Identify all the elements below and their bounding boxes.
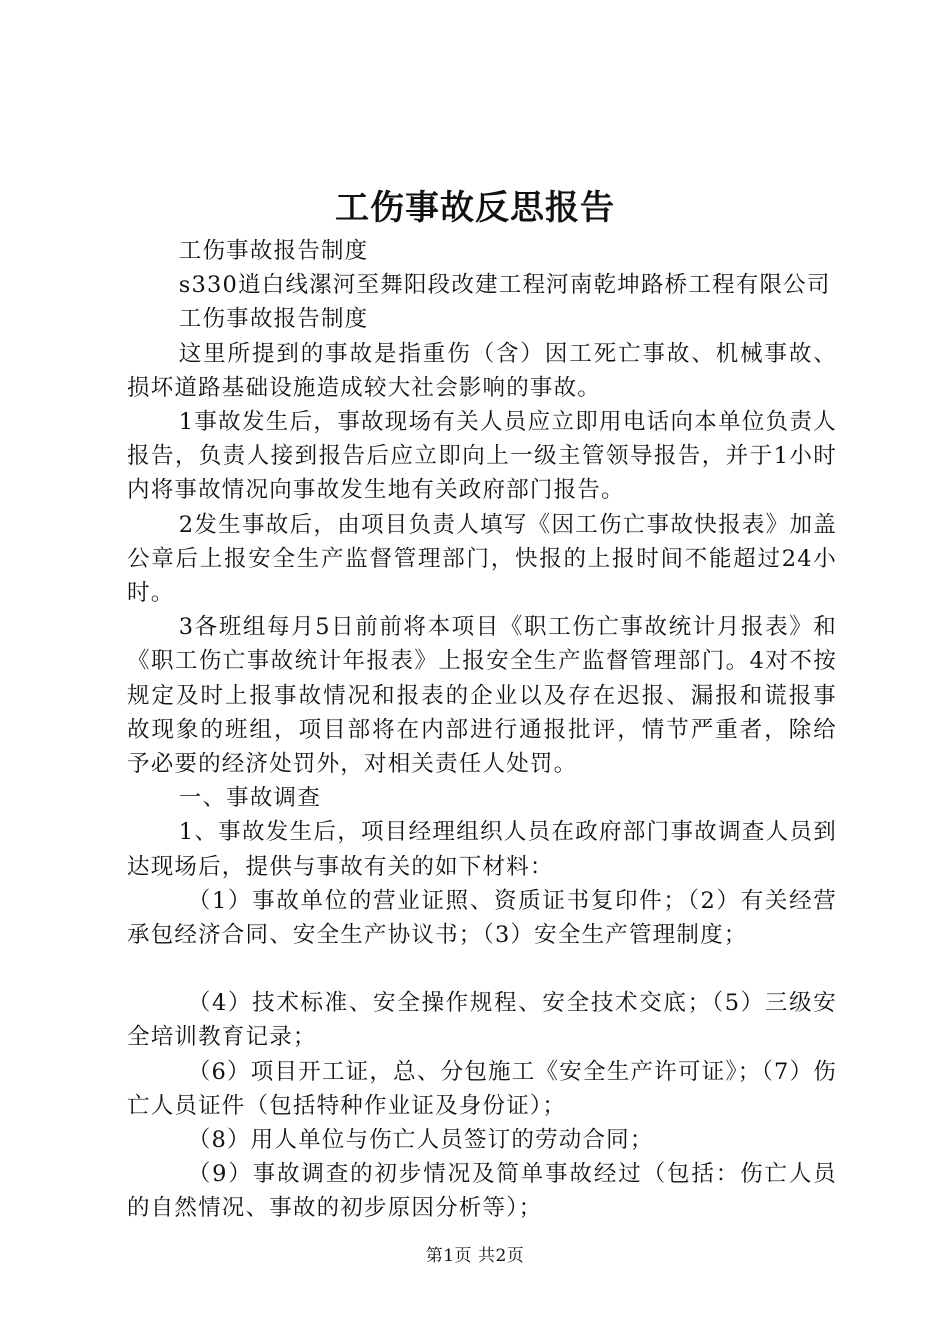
paragraph-materials-6-7: （6）项目开工证，总、分包施工《安全生产许可证》；（7）伤亡人员证件（包括特种作业证及身份证）； bbox=[127, 1058, 837, 1119]
paragraph-rule-2: 2发生事故后，由项目负责人填写《因工伤亡事故快报表》加盖公章后上报安全生产监督管理部门，快报的上报时间不能超过24小时。 bbox=[127, 511, 837, 607]
section-heading-investigation: 一、事故调查 bbox=[178, 785, 321, 812]
paragraph-materials-8: （8）用人单位与伤亡人员签订的劳动合同； bbox=[187, 1127, 654, 1154]
paragraph-company: s330逍白线漯河至舞阳段改建工程河南乾坤路桥工程有限公司 bbox=[178, 272, 831, 299]
paragraph-rule-3-4: 3各班组每月5日前前将本项目《职工伤亡事故统计月报表》和《职工伤亡事故统计年报表》上报安全生产监督管理部门。4对不按规定及时上报事故情况和报表的企业以及存在迟报、漏报和谎报事故现象的班组，项目部将在内部进行通报批评，情节严重者，除给予必要的经济处罚外，对相关责任人处罚。 bbox=[127, 614, 837, 778]
paragraph-definition: 这里所提到的事故是指重伤（含）因工死亡事故、机械事故、损坏道路基础设施造成较大社会影响的事故。 bbox=[127, 340, 837, 401]
page-number-footer: 第1页 共2页 bbox=[425, 1246, 525, 1266]
paragraph-materials-1-3: （1）事故单位的营业证照、资质证书复印件；（2）有关经营承包经济合同、安全生产协议书；（3）安全生产管理制度； bbox=[127, 887, 837, 949]
paragraph-heading-2: 工伤事故报告制度 bbox=[178, 306, 369, 333]
paragraph-investigation-1: 1、事故发生后，项目经理组织人员在政府部门事故调查人员到达现场后，提供与事故有关的如下材料： bbox=[127, 819, 837, 880]
paragraph-materials-4-5: （4）技术标准、安全操作规程、安全技术交底；（5）三级安全培训教育记录； bbox=[127, 990, 837, 1051]
paragraph-rule-1: 1事故发生后，事故现场有关人员应立即用电话向本单位负责人报告，负责人接到报告后应立即向上一级主管领导报告，并于1小时内将事故情况向事故发生地有关政府部门报告。 bbox=[127, 409, 837, 504]
paragraph-heading-1: 工伤事故报告制度 bbox=[178, 238, 369, 264]
document-body bbox=[127, 234, 837, 1226]
paragraph-materials-9: （9）事故调查的初步情况及简单事故经过（包括：伤亡人员的自然情况、事故的初步原因分析等）； bbox=[127, 1161, 837, 1222]
document-title: 工伤事故反思报告 bbox=[335, 188, 615, 228]
